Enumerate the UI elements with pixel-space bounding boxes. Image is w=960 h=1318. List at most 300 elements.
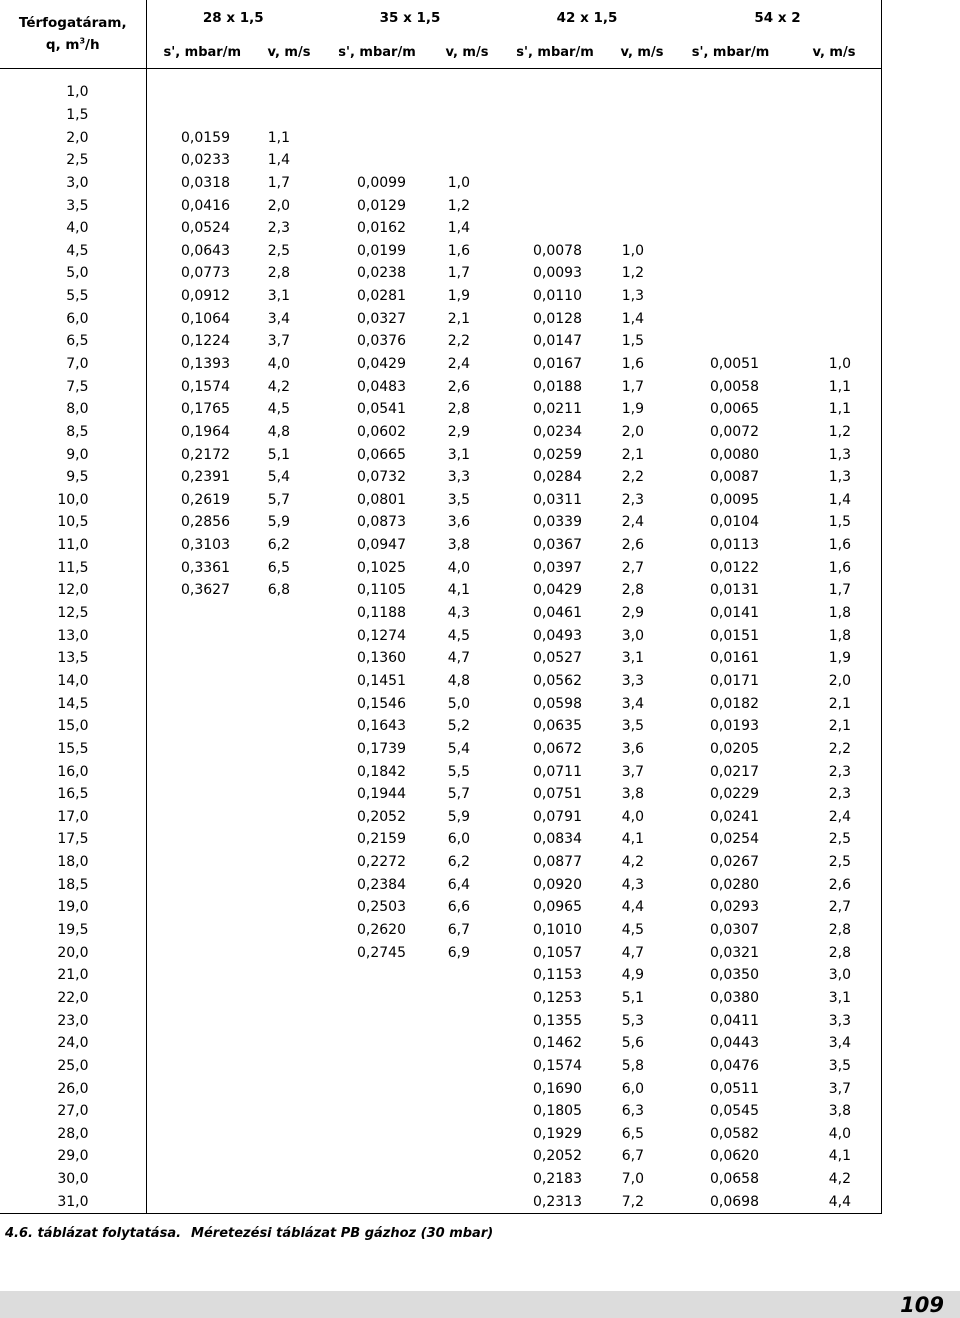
- pressure-drop-cell: [674, 172, 787, 195]
- velocity-cell: 6,3: [621, 1103, 644, 1120]
- velocity-cell: 4,1: [621, 831, 644, 848]
- pressure-drop-cell: 0,2503: [357, 899, 406, 916]
- pressure-drop-cell: 0,0095: [710, 491, 759, 508]
- pressure-drop-cell: [320, 1100, 434, 1123]
- pressure-drop-cell: 0,0947: [357, 537, 406, 554]
- velocity-cell: [258, 692, 320, 715]
- flow-rate-cell: 4,5: [0, 239, 146, 262]
- velocity-cell: [787, 262, 881, 285]
- velocity-cell: [258, 1168, 320, 1191]
- flow-rate-cell: 7,0: [0, 353, 146, 376]
- pressure-drop-cell: 0,0620: [710, 1148, 759, 1165]
- velocity-cell: 1,0: [447, 174, 470, 191]
- velocity-cell: 4,1: [828, 1148, 852, 1165]
- velocity-cell: 2,6: [447, 378, 470, 395]
- flow-rate-cell: 25,0: [0, 1055, 146, 1078]
- velocity-cell: 4,2: [828, 1171, 852, 1188]
- flow-rate-cell: 12,5: [0, 602, 146, 625]
- velocity-cell: 1,6: [621, 356, 644, 372]
- pressure-drop-cell: 0,0151: [710, 627, 759, 644]
- pressure-drop-cell: 0,0416: [181, 197, 230, 214]
- pressure-drop-cell: 0,0545: [710, 1103, 759, 1120]
- pressure-drop-cell: 0,0284: [533, 469, 582, 486]
- flow-rate-cell: 6,5: [0, 330, 146, 353]
- pressure-drop-cell: 0,0541: [357, 401, 406, 418]
- flow-rate-cell: 5,5: [0, 285, 146, 308]
- table-row: [0, 919, 881, 942]
- flow-rate-cell: 15,5: [0, 738, 146, 761]
- velocity-cell: 3,5: [621, 718, 644, 735]
- pressure-drop-cell: 0,0511: [710, 1080, 759, 1097]
- velocity-cell: 2,1: [621, 446, 644, 463]
- velocity-cell: 1,4: [828, 491, 852, 508]
- pressure-drop-cell: [320, 1032, 434, 1055]
- velocity-cell: 1,6: [828, 537, 852, 554]
- table-row: [0, 851, 881, 874]
- table-row: [0, 806, 881, 829]
- velocity-cell: 1,3: [828, 469, 852, 486]
- velocity-cell: 4,2: [267, 378, 290, 395]
- pressure-drop-cell: [146, 81, 258, 104]
- flow-rate-cell: 7,5: [0, 375, 146, 398]
- pressure-drop-cell: 0,0099: [357, 174, 406, 191]
- pressure-drop-cell: 0,1188: [357, 605, 406, 622]
- velocity-cell: 3,3: [828, 1012, 852, 1029]
- velocity-cell: 2,3: [828, 786, 852, 803]
- velocity-cell: 1,0: [621, 242, 644, 259]
- velocity-cell: 1,2: [447, 197, 470, 214]
- velocity-cell: 3,5: [828, 1057, 852, 1074]
- velocity-cell: 2,0: [267, 197, 290, 214]
- velocity-cell: 6,2: [267, 537, 290, 554]
- velocity-cell: 6,0: [447, 831, 470, 848]
- pressure-drop-cell: 0,0234: [533, 423, 582, 440]
- velocity-cell: [258, 1122, 320, 1145]
- flow-rate-cell: 9,0: [0, 443, 146, 466]
- pressure-drop-cell: [146, 1032, 258, 1055]
- pressure-drop-cell: 0,1805: [533, 1103, 582, 1120]
- velocity-cell: 2,0: [828, 672, 852, 689]
- table-row: [0, 783, 881, 806]
- pressure-drop-cell: 0,1546: [357, 695, 406, 712]
- pressure-drop-cell: 0,2391: [181, 469, 230, 486]
- pressure-drop-cell: [500, 126, 610, 149]
- pressure-drop-cell: 0,1057: [533, 944, 582, 961]
- velocity-cell: [258, 715, 320, 738]
- pressure-drop-cell: [320, 1190, 434, 1213]
- pressure-drop-cell: 0,0159: [181, 129, 230, 146]
- pressure-drop-cell: 0,0078: [533, 242, 582, 259]
- velocity-cell: 3,8: [621, 786, 644, 803]
- velocity-cell: 5,1: [621, 989, 644, 1006]
- velocity-cell: 6,4: [447, 876, 470, 893]
- flow-rate-cell: 9,5: [0, 466, 146, 489]
- pressure-drop-cell: 0,0122: [710, 559, 759, 576]
- pressure-drop-cell: 0,0311: [533, 491, 582, 508]
- flow-rate-cell: 8,5: [0, 421, 146, 444]
- table-row: [0, 896, 881, 919]
- pressure-drop-cell: 0,2620: [357, 922, 406, 939]
- velocity-header: v, m/s: [610, 36, 674, 69]
- pressure-drop-cell: 0,0318: [181, 174, 230, 191]
- velocity-cell: 2,3: [621, 491, 644, 508]
- pressure-drop-cell: 0,0732: [357, 469, 406, 486]
- table-row: [0, 126, 881, 149]
- table-row: [0, 1009, 881, 1032]
- table-row: [0, 104, 881, 127]
- pressure-drop-cell: [146, 1168, 258, 1191]
- pressure-drop-cell: [320, 81, 434, 104]
- velocity-cell: 1,7: [447, 265, 470, 282]
- flow-rate-cell: 3,0: [0, 172, 146, 195]
- velocity-cell: [787, 194, 881, 217]
- velocity-cell: [258, 896, 320, 919]
- velocity-cell: [258, 941, 320, 964]
- velocity-cell: 3,3: [621, 672, 644, 689]
- pressure-drop-cell: 0,1025: [357, 559, 406, 576]
- flow-rate-cell: 17,5: [0, 828, 146, 851]
- pressure-drop-cell: 0,0259: [533, 446, 582, 463]
- pressure-drop-cell: 0,0131: [710, 582, 759, 599]
- velocity-cell: [258, 81, 320, 104]
- pressure-drop-cell: 0,0193: [710, 718, 759, 735]
- pressure-drop-cell: 0,0443: [710, 1035, 759, 1052]
- pressure-drop-cell: 0,0161: [710, 650, 759, 667]
- table-row: [0, 307, 881, 330]
- flow-rate-cell: 4,0: [0, 217, 146, 240]
- pressure-drop-header: s', mbar/m: [500, 36, 610, 69]
- pressure-drop-cell: 0,0280: [710, 876, 759, 893]
- table-row: [0, 556, 881, 579]
- pressure-drop-cell: 0,0182: [710, 695, 759, 712]
- pressure-drop-cell: 0,2159: [357, 831, 406, 848]
- velocity-cell: [787, 81, 881, 104]
- velocity-cell: 1,7: [828, 582, 852, 599]
- velocity-cell: 6,9: [447, 944, 470, 961]
- flow-rate-cell: 17,0: [0, 806, 146, 829]
- velocity-cell: 5,7: [267, 491, 290, 508]
- pressure-drop-cell: 0,2052: [533, 1148, 582, 1165]
- table-row: [0, 1122, 881, 1145]
- velocity-cell: 3,7: [828, 1080, 852, 1097]
- table-body: [0, 69, 881, 1214]
- pressure-drop-cell: [146, 964, 258, 987]
- pressure-drop-cell: 0,0093: [533, 265, 582, 282]
- velocity-cell: 4,5: [621, 922, 644, 939]
- pressure-drop-cell: [146, 1009, 258, 1032]
- velocity-cell: [434, 1077, 500, 1100]
- table-row: [0, 692, 881, 715]
- pressure-drop-cell: 0,0483: [357, 378, 406, 395]
- velocity-cell: [258, 1145, 320, 1168]
- pressure-drop-cell: 0,0205: [710, 740, 759, 757]
- velocity-cell: [258, 1077, 320, 1100]
- table-row: [0, 987, 881, 1010]
- table-row: [0, 964, 881, 987]
- pressure-drop-cell: 0,0380: [710, 989, 759, 1006]
- flow-rate-cell: 1,0: [0, 81, 146, 104]
- flow-rate-header-line2: q, $m^3/h$: [45, 36, 100, 53]
- table-caption: [5, 1226, 503, 1241]
- pressure-drop-cell: 0,0493: [533, 627, 582, 644]
- flow-rate-cell: 2,5: [0, 149, 146, 172]
- pressure-drop-cell: 0,0773: [181, 265, 230, 282]
- pressure-drop-cell: [674, 217, 787, 240]
- pressure-drop-cell: 0,2313: [533, 1193, 582, 1210]
- table-row: [0, 647, 881, 670]
- pressure-drop-cell: 0,0233: [181, 152, 230, 169]
- pressure-drop-cell: [146, 1122, 258, 1145]
- velocity-cell: [434, 1145, 500, 1168]
- pressure-drop-cell: 0,1274: [357, 627, 406, 644]
- velocity-cell: 5,5: [447, 763, 470, 780]
- velocity-cell: 2,3: [828, 763, 852, 780]
- pressure-drop-cell: 0,0635: [533, 718, 582, 735]
- velocity-cell: [434, 1055, 500, 1078]
- pressure-drop-cell: 0,0602: [357, 423, 406, 440]
- pressure-drop-cell: 0,0672: [533, 740, 582, 757]
- pipe-size-header-54: 54 x 2: [754, 10, 801, 26]
- pressure-drop-cell: 0,2183: [533, 1171, 582, 1188]
- pressure-drop-cell: 0,1253: [533, 989, 582, 1006]
- velocity-cell: 2,7: [828, 899, 852, 916]
- velocity-cell: [258, 624, 320, 647]
- flow-rate-cell: 14,5: [0, 692, 146, 715]
- pressure-drop-cell: 0,3627: [181, 582, 230, 599]
- pressure-drop-cell: [320, 1009, 434, 1032]
- velocity-cell: [610, 81, 674, 104]
- velocity-cell: 1,3: [621, 288, 644, 305]
- pressure-drop-cell: 0,0791: [533, 808, 582, 825]
- velocity-cell: 1,6: [447, 242, 470, 259]
- pressure-drop-cell: 0,0113: [710, 537, 759, 554]
- flow-rate-cell: 20,0: [0, 941, 146, 964]
- velocity-cell: 1,1: [828, 401, 852, 418]
- velocity-cell: 4,0: [621, 808, 644, 825]
- table-row: [0, 624, 881, 647]
- pressure-drop-cell: 0,3361: [181, 559, 230, 576]
- flow-rate-cell: 24,0: [0, 1032, 146, 1055]
- pressure-drop-cell: 0,1224: [181, 333, 230, 350]
- pressure-drop-cell: [146, 896, 258, 919]
- pressure-drop-cell: [146, 1190, 258, 1213]
- pressure-drop-cell: [674, 126, 787, 149]
- velocity-cell: 3,3: [447, 469, 470, 486]
- pressure-drop-cell: [320, 987, 434, 1010]
- pressure-drop-cell: 0,0162: [357, 220, 406, 237]
- flow-rate-cell: 10,0: [0, 489, 146, 512]
- velocity-cell: [434, 1009, 500, 1032]
- velocity-cell: 1,6: [828, 559, 852, 576]
- page-number: 109: [900, 1293, 944, 1317]
- pressure-drop-cell: [146, 1100, 258, 1123]
- velocity-cell: [787, 149, 881, 172]
- pressure-drop-cell: 0,0397: [533, 559, 582, 576]
- velocity-cell: 4,2: [621, 854, 644, 871]
- flow-rate-cell: 18,0: [0, 851, 146, 874]
- table-row: [0, 828, 881, 851]
- velocity-cell: 7,0: [621, 1171, 644, 1188]
- pressure-drop-cell: 0,1010: [533, 922, 582, 939]
- pressure-drop-cell: 0,0327: [357, 310, 406, 327]
- flow-rate-cell: 19,5: [0, 919, 146, 942]
- velocity-cell: [258, 1009, 320, 1032]
- pressure-drop-cell: 0,0429: [533, 582, 582, 599]
- pressure-drop-cell: 0,0582: [710, 1125, 759, 1142]
- pressure-drop-cell: 0,1105: [357, 582, 406, 599]
- table-row: [0, 353, 881, 376]
- velocity-cell: 1,4: [621, 310, 644, 327]
- pressure-drop-cell: 0,1462: [533, 1035, 582, 1052]
- pressure-drop-cell: 0,1153: [533, 967, 582, 984]
- flow-rate-cell: 13,5: [0, 647, 146, 670]
- pressure-drop-cell: [320, 1077, 434, 1100]
- pressure-drop-cell: 0,2745: [357, 944, 406, 961]
- velocity-cell: 4,1: [447, 582, 470, 599]
- velocity-cell: 2,4: [621, 514, 644, 531]
- pressure-drop-cell: 0,1355: [533, 1012, 582, 1029]
- pressure-drop-cell: 0,0241: [710, 808, 759, 825]
- velocity-cell: 3,8: [447, 537, 470, 554]
- velocity-cell: 2,8: [447, 401, 470, 418]
- pressure-drop-cell: 0,3103: [181, 537, 230, 554]
- pressure-drop-cell: [674, 81, 787, 104]
- velocity-cell: 2,5: [828, 854, 852, 871]
- pressure-drop-cell: 0,0461: [533, 605, 582, 622]
- table-row: [0, 239, 881, 262]
- flow-rate-cell: 23,0: [0, 1009, 146, 1032]
- pressure-drop-cell: [320, 1055, 434, 1078]
- velocity-cell: 4,5: [267, 401, 290, 418]
- flow-rate-cell: 18,5: [0, 873, 146, 896]
- velocity-cell: 1,1: [267, 129, 290, 146]
- table-row: [0, 670, 881, 693]
- velocity-cell: 5,7: [447, 786, 470, 803]
- pressure-drop-cell: 0,0293: [710, 899, 759, 916]
- velocity-cell: 2,1: [828, 695, 852, 712]
- table-row: [0, 217, 881, 240]
- velocity-cell: 6,0: [621, 1080, 644, 1097]
- pressure-drop-cell: [320, 126, 434, 149]
- table-row: [0, 330, 881, 353]
- velocity-cell: 2,4: [447, 356, 470, 372]
- pressure-drop-cell: [674, 104, 787, 127]
- pressure-drop-cell: 0,0171: [710, 672, 759, 689]
- velocity-cell: [610, 149, 674, 172]
- velocity-cell: 4,9: [621, 967, 644, 984]
- flow-rate-cell: 11,5: [0, 556, 146, 579]
- pressure-drop-cell: 0,0281: [357, 288, 406, 305]
- pressure-drop-cell: [146, 670, 258, 693]
- flow-rate-cell: 2,0: [0, 126, 146, 149]
- velocity-cell: [258, 738, 320, 761]
- pressure-drop-cell: 0,0367: [533, 537, 582, 554]
- velocity-cell: 5,9: [267, 514, 290, 531]
- velocity-cell: [434, 1122, 500, 1145]
- pressure-drop-cell: 0,2384: [357, 876, 406, 893]
- velocity-cell: 1,7: [621, 378, 644, 395]
- velocity-cell: 3,4: [828, 1035, 852, 1052]
- pressure-drop-cell: 0,0877: [533, 854, 582, 871]
- page-footer: [0, 1291, 960, 1318]
- pressure-drop-cell: 0,0307: [710, 922, 759, 939]
- velocity-cell: 4,4: [621, 899, 644, 916]
- velocity-cell: [434, 964, 500, 987]
- velocity-cell: [610, 194, 674, 217]
- flow-rate-cell: 28,0: [0, 1122, 146, 1145]
- pressure-drop-cell: [146, 1145, 258, 1168]
- pipe-size-header-28: 28 x 1,5: [202, 10, 264, 26]
- velocity-cell: 5,2: [447, 718, 470, 735]
- velocity-cell: 2,2: [447, 333, 470, 350]
- flow-rate-cell: 8,0: [0, 398, 146, 421]
- velocity-cell: 6,7: [621, 1148, 644, 1165]
- velocity-cell: 4,3: [447, 605, 470, 622]
- caption-label: 4.6. táblázat folytatása.: [5, 1226, 182, 1241]
- velocity-cell: [610, 217, 674, 240]
- pressure-drop-cell: 0,2052: [357, 808, 406, 825]
- table-row: [0, 398, 881, 421]
- pressure-drop-cell: 0,0211: [533, 401, 582, 418]
- pressure-drop-cell: 0,0238: [357, 265, 406, 282]
- pressure-drop-cell: 0,0104: [710, 514, 759, 531]
- pressure-drop-cell: 0,1944: [357, 786, 406, 803]
- velocity-cell: [434, 1190, 500, 1213]
- velocity-cell: 1,9: [447, 288, 470, 305]
- velocity-cell: 1,4: [267, 152, 290, 169]
- pressure-drop-cell: [674, 194, 787, 217]
- velocity-cell: [258, 602, 320, 625]
- velocity-cell: 5,4: [267, 469, 290, 486]
- pressure-drop-cell: 0,0051: [710, 356, 759, 372]
- pressure-drop-cell: [320, 1122, 434, 1145]
- velocity-cell: [434, 1032, 500, 1055]
- flow-rate-cell: 26,0: [0, 1077, 146, 1100]
- pressure-drop-cell: 0,0643: [181, 242, 230, 259]
- pressure-drop-cell: 0,1964: [181, 423, 230, 440]
- pressure-drop-cell: 0,0527: [533, 650, 582, 667]
- velocity-cell: [787, 239, 881, 262]
- table-row: [0, 1168, 881, 1191]
- velocity-cell: 2,2: [621, 469, 644, 486]
- pressure-drop-cell: [146, 738, 258, 761]
- velocity-cell: 5,1: [267, 446, 290, 463]
- pressure-drop-cell: 0,1574: [181, 378, 230, 395]
- pressure-drop-cell: 0,0711: [533, 763, 582, 780]
- flow-rate-cell: 10,5: [0, 511, 146, 534]
- velocity-cell: 1,2: [828, 423, 852, 440]
- velocity-cell: 1,5: [621, 333, 644, 350]
- pressure-drop-cell: 0,0834: [533, 831, 582, 848]
- flow-rate-cell: 22,0: [0, 987, 146, 1010]
- velocity-cell: 4,0: [828, 1125, 852, 1142]
- pressure-drop-cell: 0,1739: [357, 740, 406, 757]
- velocity-cell: 3,7: [267, 333, 290, 350]
- pressure-drop-cell: 0,0429: [357, 356, 406, 372]
- velocity-cell: 5,0: [447, 695, 470, 712]
- velocity-cell: 1,1: [828, 378, 852, 395]
- pressure-drop-cell: [146, 828, 258, 851]
- pressure-drop-cell: 0,0188: [533, 378, 582, 395]
- pressure-drop-cell: 0,0147: [533, 333, 582, 350]
- velocity-cell: [610, 126, 674, 149]
- velocity-cell: 6,8: [267, 582, 290, 599]
- pressure-drop-cell: 0,2856: [181, 514, 230, 531]
- flow-rate-cell: 14,0: [0, 670, 146, 693]
- flow-rate-cell: 3,5: [0, 194, 146, 217]
- flow-rate-cell: 6,0: [0, 307, 146, 330]
- velocity-cell: 3,0: [621, 627, 644, 644]
